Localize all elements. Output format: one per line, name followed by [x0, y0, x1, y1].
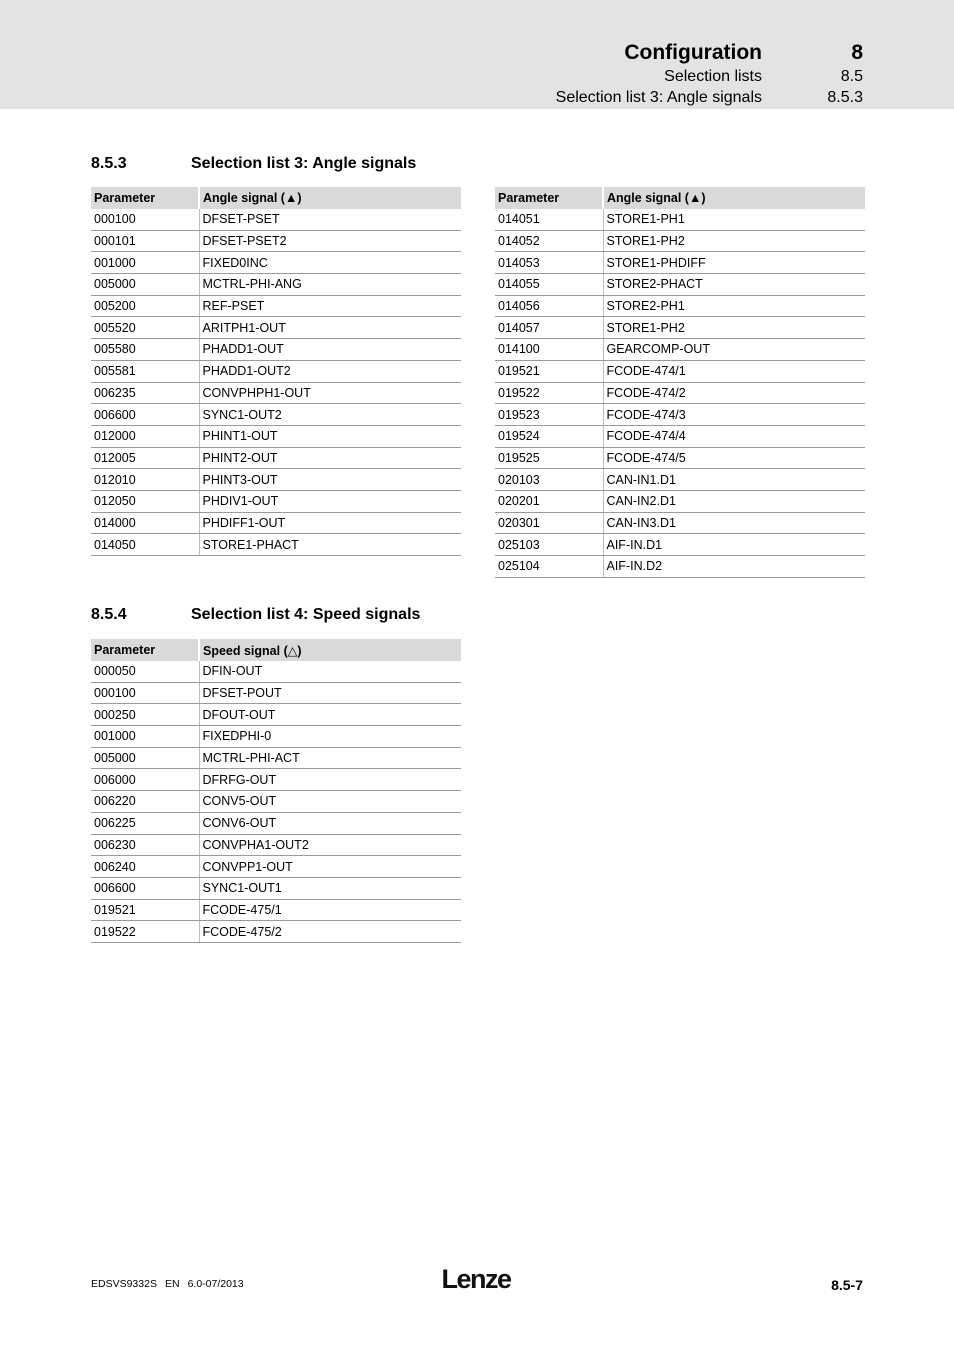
parameter-code: 019522	[91, 921, 199, 943]
signal-name: CONV6-OUT	[199, 812, 461, 834]
table-row	[91, 877, 461, 899]
signal-name: FCODE-474/3	[603, 404, 865, 426]
table-row	[495, 490, 865, 512]
parameter-code: 006600	[91, 877, 199, 899]
table-row	[91, 425, 461, 447]
parameter-code: 020103	[495, 469, 603, 491]
parameter-code: 006230	[91, 834, 199, 856]
signal-name: GEARCOMP-OUT	[603, 339, 865, 361]
column-header-angle-signal: Angle signal (▲)	[199, 187, 461, 209]
signal-name: PHINT1-OUT	[199, 425, 461, 447]
signal-name: DFOUT-OUT	[199, 704, 461, 726]
parameter-code: 006240	[91, 856, 199, 878]
subsection-number: 8.5.3	[827, 89, 863, 106]
table-row	[91, 230, 461, 252]
signal-name: STORE1-PHDIFF	[603, 252, 865, 274]
table-row	[495, 252, 865, 274]
table-row	[495, 230, 865, 252]
lenze-logo-text: Lenze	[441, 1264, 511, 1294]
signal-name: STORE1-PH2	[603, 230, 865, 252]
signal-name: PHADD1-OUT	[199, 339, 461, 361]
table-row	[495, 295, 865, 317]
signal-name: PHINT2-OUT	[199, 447, 461, 469]
table-row	[495, 274, 865, 296]
table-row	[495, 447, 865, 469]
footer-doc-info	[91, 1278, 252, 1290]
parameter-code: 014056	[495, 295, 603, 317]
table-row	[91, 661, 461, 682]
table-row	[91, 295, 461, 317]
signal-name: DFSET-POUT	[199, 682, 461, 704]
parameter-code: 019524	[495, 425, 603, 447]
signal-name: ARITPH1-OUT	[199, 317, 461, 339]
table-row	[91, 856, 461, 878]
signal-name: MCTRL-PHI-ANG	[199, 274, 461, 296]
signal-name: PHDIFF1-OUT	[199, 512, 461, 534]
table-row	[495, 469, 865, 491]
parameter-code: 006225	[91, 812, 199, 834]
signal-name: AIF-IN.D2	[603, 556, 865, 578]
signal-name: DFRFG-OUT	[199, 769, 461, 791]
table-row	[91, 447, 461, 469]
signal-name: FCODE-474/1	[603, 360, 865, 382]
column-header-parameter: Parameter	[91, 187, 199, 209]
parameter-code: 014055	[495, 274, 603, 296]
signal-name: CAN-IN1.D1	[603, 469, 865, 491]
parameter-code: 006600	[91, 404, 199, 426]
table-row	[91, 382, 461, 404]
table-row	[495, 534, 865, 556]
signal-name: FCODE-475/2	[199, 921, 461, 943]
parameter-code: 001000	[91, 252, 199, 274]
parameter-code: 006235	[91, 382, 199, 404]
table-row	[495, 382, 865, 404]
section-853-number: 8.5.3	[91, 155, 127, 172]
table-row	[91, 274, 461, 296]
signal-name: DFSET-PSET	[199, 209, 461, 230]
table-row	[91, 209, 461, 230]
parameter-code: 014000	[91, 512, 199, 534]
table-row	[91, 252, 461, 274]
parameter-code: 019521	[91, 899, 199, 921]
parameter-code: 014053	[495, 252, 603, 274]
table-row	[91, 899, 461, 921]
signal-name: FIXED0INC	[199, 252, 461, 274]
signal-name: FCODE-474/5	[603, 447, 865, 469]
signal-name: STORE1-PH2	[603, 317, 865, 339]
table-row	[495, 317, 865, 339]
parameter-code: 014051	[495, 209, 603, 230]
chapter-number: 8	[851, 41, 863, 64]
signal-name: DFIN-OUT	[199, 661, 461, 682]
section-number: 8.5	[840, 68, 863, 85]
signal-name: FCODE-474/2	[603, 382, 865, 404]
parameter-code: 005000	[91, 747, 199, 769]
signal-name: PHADD1-OUT2	[199, 360, 461, 382]
signal-name: CONVPHA1-OUT2	[199, 834, 461, 856]
parameter-code: 012005	[91, 447, 199, 469]
table-row	[495, 209, 865, 230]
signal-name: PHDIV1-OUT	[199, 490, 461, 512]
parameter-code: 000250	[91, 704, 199, 726]
signal-name: CONVPP1-OUT	[199, 856, 461, 878]
table-row	[495, 360, 865, 382]
signal-name: SYNC1-OUT2	[199, 404, 461, 426]
table-row	[495, 404, 865, 426]
table-row	[91, 490, 461, 512]
parameter-code: 012050	[91, 490, 199, 512]
column-header-parameter: Parameter	[91, 639, 199, 661]
footer-language: EN	[164, 1278, 180, 1290]
table-row	[91, 404, 461, 426]
table-row	[91, 534, 461, 556]
parameter-code: 005000	[91, 274, 199, 296]
parameter-code: 000100	[91, 682, 199, 704]
parameter-code: 019522	[495, 382, 603, 404]
parameter-code: 005200	[91, 295, 199, 317]
parameter-code: 025104	[495, 556, 603, 578]
signal-name: STORE1-PHACT	[199, 534, 461, 556]
table-row	[495, 339, 865, 361]
signal-name: SYNC1-OUT1	[199, 877, 461, 899]
signal-name: AIF-IN.D1	[603, 534, 865, 556]
signal-name: STORE2-PHACT	[603, 274, 865, 296]
section-854-title: Selection list 4: Speed signals	[191, 606, 421, 623]
table-row	[495, 512, 865, 534]
table-row	[91, 747, 461, 769]
table-row	[495, 425, 865, 447]
parameter-code: 006220	[91, 791, 199, 813]
signal-name: STORE1-PH1	[603, 209, 865, 230]
column-header-angle-signal: Angle signal (▲)	[603, 187, 865, 209]
section-853-title: Selection list 3: Angle signals	[191, 155, 417, 172]
signal-name: DFSET-PSET2	[199, 230, 461, 252]
signal-name: PHINT3-OUT	[199, 469, 461, 491]
footer-version: 6.0-07/2013	[187, 1278, 244, 1290]
table-row	[495, 556, 865, 578]
signal-name: CAN-IN2.D1	[603, 490, 865, 512]
parameter-code: 005580	[91, 339, 199, 361]
angle-signals-table-left	[91, 187, 461, 556]
signal-name: FCODE-474/4	[603, 425, 865, 447]
signal-name: CONVPHPH1-OUT	[199, 382, 461, 404]
signal-name: MCTRL-PHI-ACT	[199, 747, 461, 769]
subsection-title: Selection list 3: Angle signals	[555, 89, 762, 106]
section-854-number: 8.5.4	[91, 606, 127, 623]
signal-name: CONV5-OUT	[199, 791, 461, 813]
parameter-code: 005520	[91, 317, 199, 339]
parameter-code: 019521	[495, 360, 603, 382]
table-row	[91, 682, 461, 704]
page-number: 8.5-7	[831, 1277, 863, 1293]
table-row	[91, 512, 461, 534]
parameter-code: 000101	[91, 230, 199, 252]
parameter-code: 006000	[91, 769, 199, 791]
parameter-code: 000050	[91, 661, 199, 682]
parameter-code: 020301	[495, 512, 603, 534]
parameter-code: 025103	[495, 534, 603, 556]
parameter-code: 014052	[495, 230, 603, 252]
parameter-code: 020201	[495, 490, 603, 512]
parameter-code: 005581	[91, 360, 199, 382]
table-row	[91, 834, 461, 856]
signal-name: REF-PSET	[199, 295, 461, 317]
parameter-code: 014057	[495, 317, 603, 339]
table-row	[91, 339, 461, 361]
signal-name: FCODE-475/1	[199, 899, 461, 921]
lenze-logo	[436, 1264, 516, 1294]
table-row	[91, 812, 461, 834]
header-band	[0, 0, 954, 109]
parameter-code: 012010	[91, 469, 199, 491]
column-header-speed-signal: Speed signal (△)	[199, 639, 461, 661]
table-row	[91, 769, 461, 791]
table-row	[91, 360, 461, 382]
table-row	[91, 921, 461, 943]
parameter-code: 014050	[91, 534, 199, 556]
footer-doc-id: EDSVS9332S	[91, 1278, 157, 1290]
section-title: Selection lists	[664, 68, 762, 85]
table-row	[91, 469, 461, 491]
column-header-parameter: Parameter	[495, 187, 603, 209]
table-row	[91, 791, 461, 813]
parameter-code: 019525	[495, 447, 603, 469]
signal-name: FIXEDPHI-0	[199, 726, 461, 748]
parameter-code: 012000	[91, 425, 199, 447]
angle-signals-table-right	[495, 187, 865, 578]
parameter-code: 019523	[495, 404, 603, 426]
table-row	[91, 317, 461, 339]
parameter-code: 001000	[91, 726, 199, 748]
signal-name: STORE2-PH1	[603, 295, 865, 317]
chapter-title: Configuration	[624, 41, 762, 64]
speed-signals-table	[91, 639, 461, 943]
table-row	[91, 726, 461, 748]
parameter-code: 014100	[495, 339, 603, 361]
parameter-code: 000100	[91, 209, 199, 230]
signal-name: CAN-IN3.D1	[603, 512, 865, 534]
table-row	[91, 704, 461, 726]
